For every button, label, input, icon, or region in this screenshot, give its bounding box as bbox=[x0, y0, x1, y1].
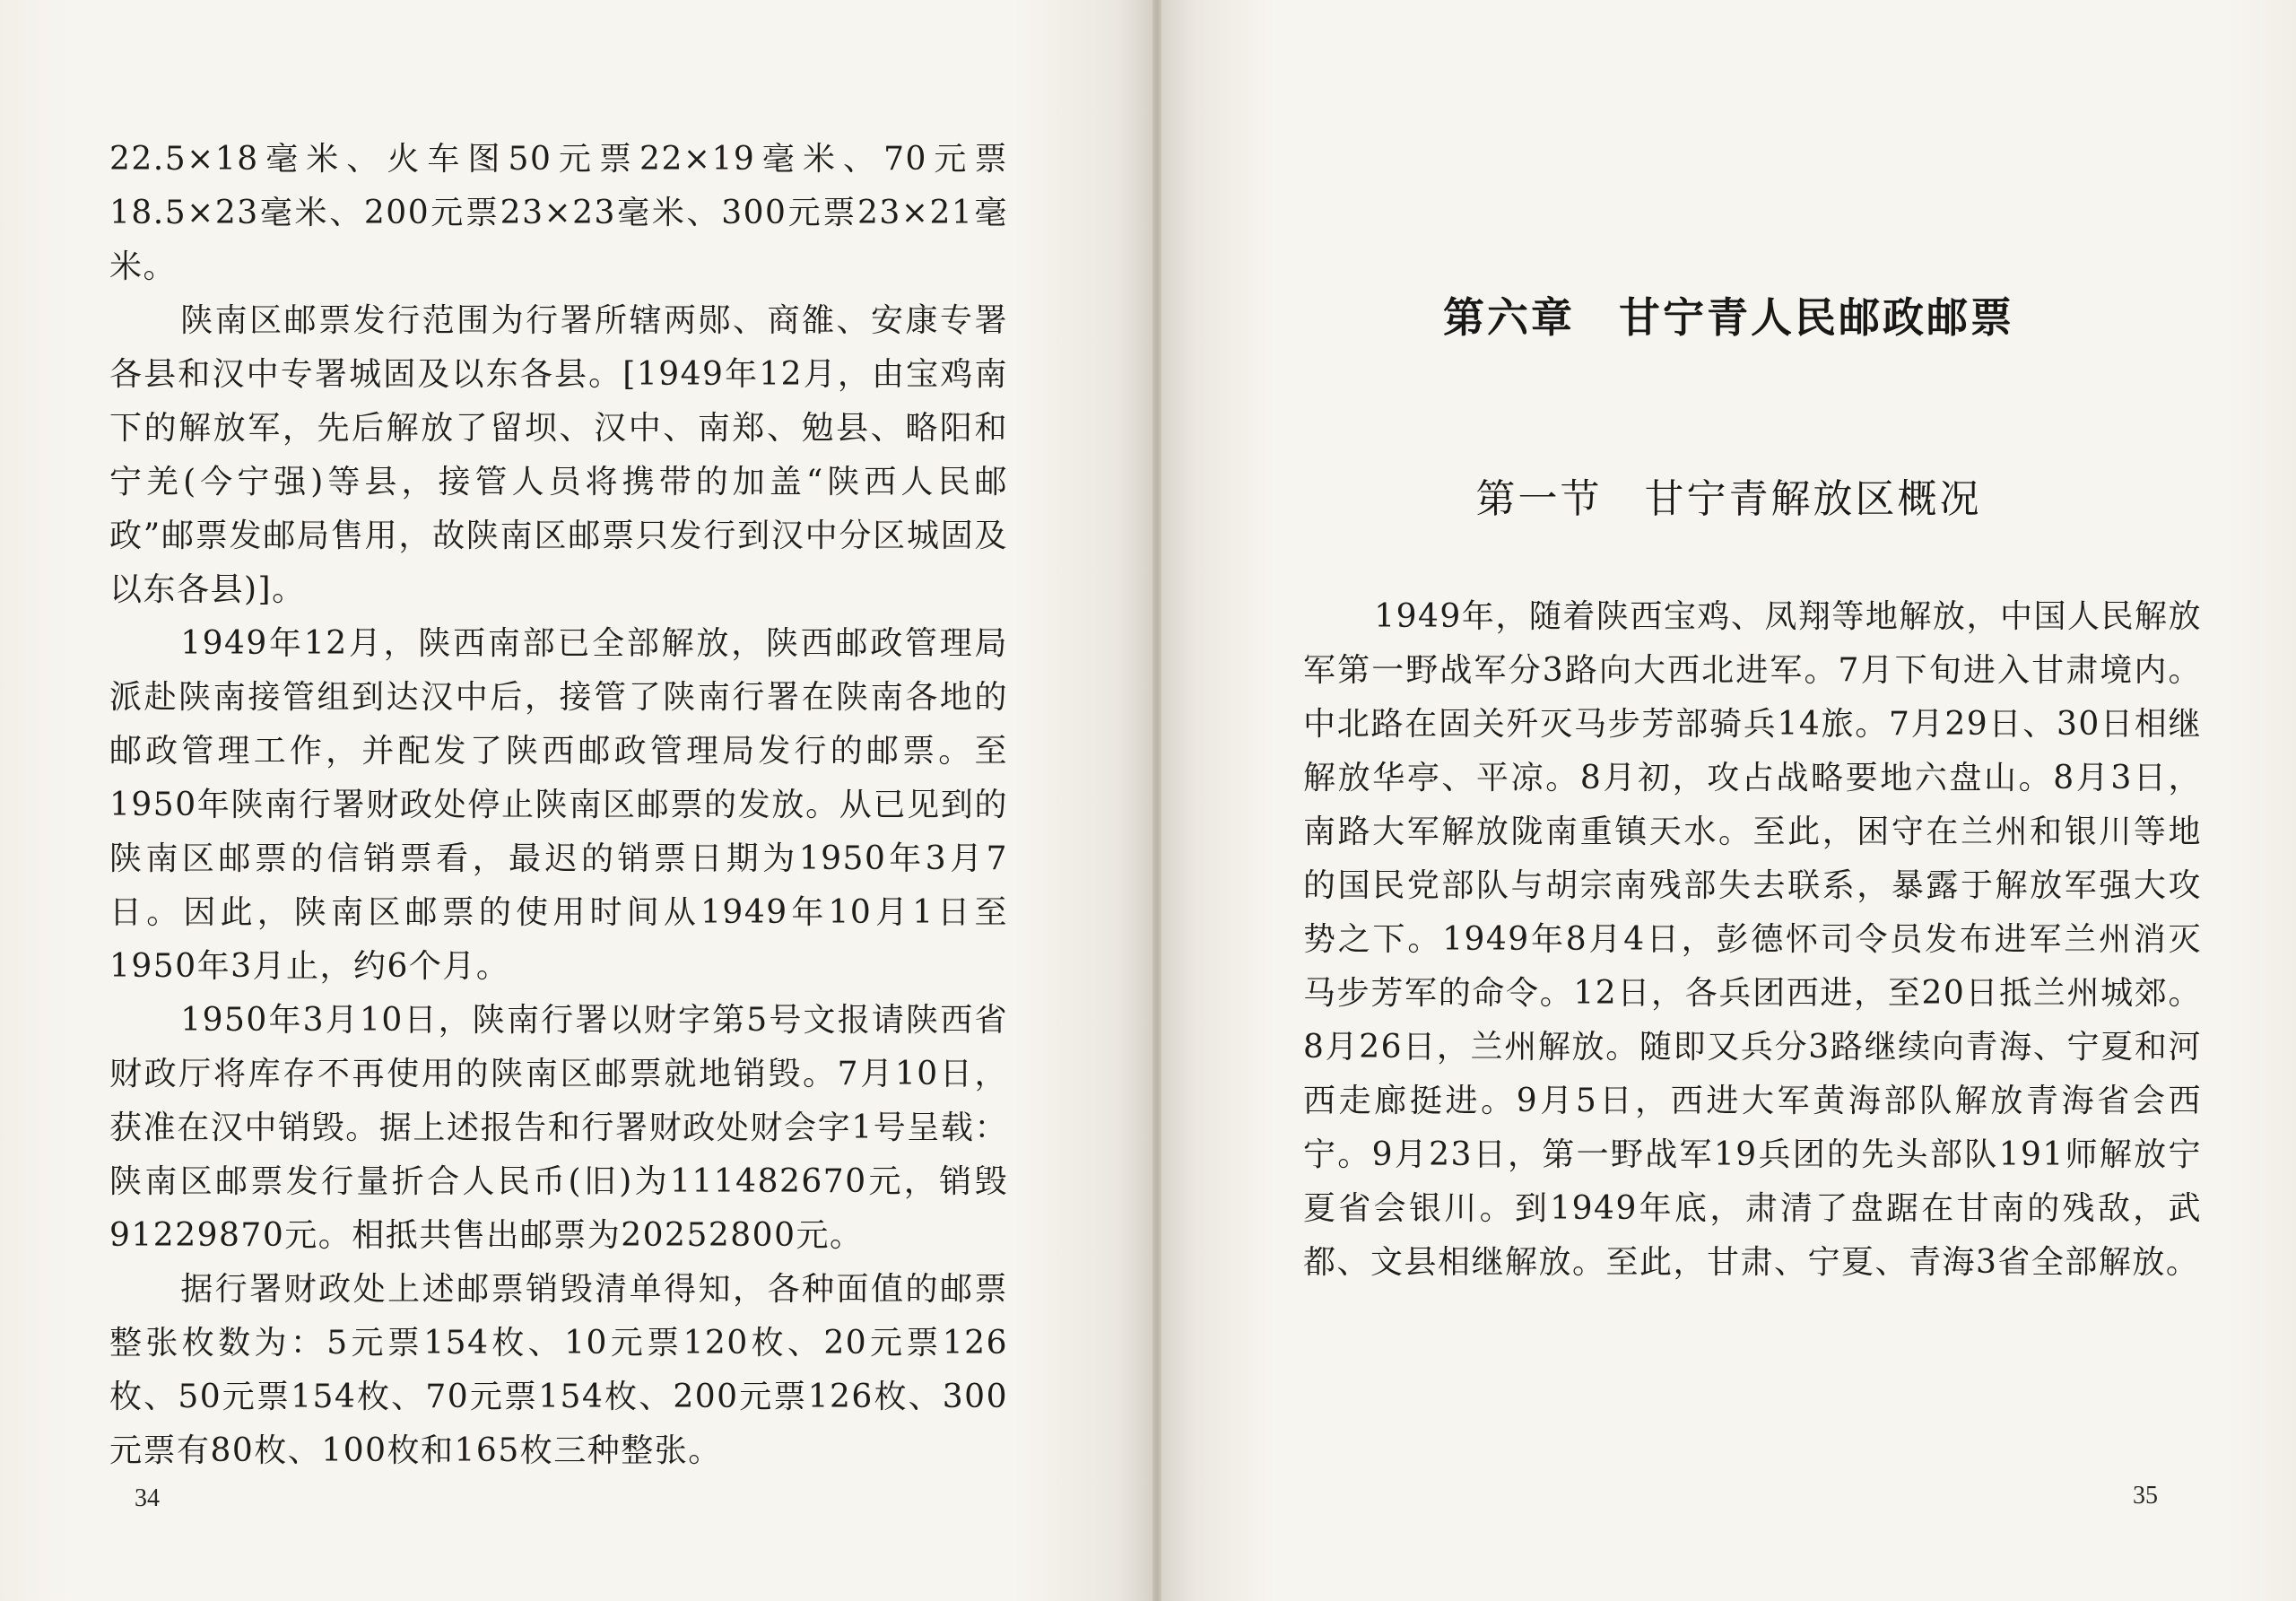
left-paragraph-1: 22.5×18毫米、火车图50元票22×19毫米、70元票18.5×23毫米、200元票23×23毫米、300元票23×21毫米。 bbox=[109, 141, 1008, 285]
book-gutter bbox=[1152, 0, 1161, 1601]
right-paragraph-1: 1949年，随着陕西宝鸡、凤翔等地解放，中国人民解放军第一野战军分3路向大西北进军。7月下旬进入甘肃境内。中北路在固关歼灭马步芳部骑兵14旅。7月29日、30日相继解放华亭、平凉。8月初，攻占战略要地六盘山。8月3日，南路大军解放陇南重镇天水。至此，困守在兰州和银川等地的国民党部队与胡宗南残部失去联系，暴露于解放军强大攻势之下。1949年8月4日，彭德怀司令员发布进军兰州消灭马步芳军的命令。12日，各兵团西进，至20日抵兰州城郊。8月26日，兰州解放。随即又兵分3路继续向青海、宁夏和河西走廊挺进。9月5日，西进大军黄海部队解放青海省会西宁。9月23日，第一野战军19兵团的先头部队191师解放宁夏省会银川。到1949年底，肃清了盘踞在甘南的残敌，武都、文县相继解放。至此，甘肃、宁夏、青海3省全部解放。 bbox=[1303, 598, 2202, 1281]
left-paragraph-2: 陕南区邮票发行范围为行署所辖两郧、商雒、安康专署各县和汉中专署城固及以东各县。[1949年12月，由宝鸡南下的解放军，先后解放了留坝、汉中、南郑、勉县、略阳和宁羌(今宁强)等县，接管人员将携带的加盖“陕西人民邮政”邮票发邮局售用，故陕南区邮票只发行到汉中分区城固及以东各县)]。 bbox=[109, 302, 1008, 608]
left-paragraph-5: 据行署财政处上述邮票销毁清单得知，各种面值的邮票整张枚数为：5元票154枚、10元票120枚、20元票126枚、50元票154枚、70元票154枚、200元票126枚、300元票有80枚、100枚和165枚三种整张。 bbox=[109, 1271, 1008, 1469]
left-page-body bbox=[109, 133, 1008, 1478]
chapter-title: 第六章 甘宁青人民邮政邮票 bbox=[1443, 293, 2014, 342]
right-page-body bbox=[1303, 590, 2202, 1290]
left-paragraph-4: 1950年3月10日，陕南行署以财字第5号文报请陕西省财政厅将库存不再使用的陕南区邮票就地销毁。7月10日，获准在汉中销毁。据上述报告和行署财政处财会字1号呈载：陕南区邮票发行量折合人民币(旧)为111482670元，销毁91229870元。相抵共售出邮票为20252800元。 bbox=[109, 1002, 1008, 1254]
section-title: 第一节 甘宁青解放区概况 bbox=[1475, 476, 1982, 522]
left-paragraph-3: 1949年12月，陕西南部已全部解放，陕西邮政管理局派赴陕南接管组到达汉中后，接管了陕南行署在陕南各地的邮政管理工作，并配发了陕西邮政管理局发行的邮票。至1950年陕南行署财政处停止陕南区邮票的发放。从已见到的陕南区邮票的信销票看，最迟的销票日期为1950年3月7日。因此，陕南区邮票的使用时间从1949年10月1日至1950年3月止，约6个月。 bbox=[109, 625, 1008, 985]
right-page-number: 35 bbox=[2133, 1482, 2158, 1510]
left-page-number: 34 bbox=[135, 1484, 160, 1512]
